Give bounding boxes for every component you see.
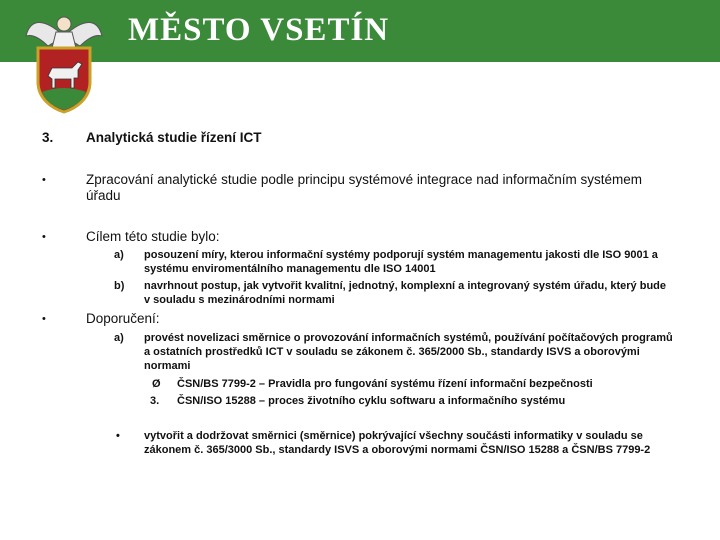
bullet-text: Cílem této studie bylo: <box>86 229 220 244</box>
recommendation-label: • <box>116 430 120 442</box>
norm-text: ČSN/BS 7799-2 – Pravidla pro fungování systému řízení informační bezpečnosti <box>177 378 593 390</box>
section-heading: Analytická studie řízení ICT <box>86 130 262 145</box>
norm-marker: Ø <box>152 378 161 390</box>
norm-marker: 3. <box>150 395 160 407</box>
recommendation-text: provést novelizaci směrnice o provozování informačních systémů, používání počítačových programů a ostatních prostředků ICT v souladu se zákonem č. 365/2000 Sb., standardy ISVS a oborovými normami <box>144 332 673 372</box>
bullet-text: Zpracování analytické studie podle principu systémové integrace nad informačním systémem úřadu <box>86 172 643 203</box>
bullet-marker: • <box>42 313 46 325</box>
bullet-marker: • <box>42 231 46 243</box>
bullet-text: Doporučení: <box>86 311 160 326</box>
vsetin-coat-of-arms-icon <box>22 6 106 116</box>
goal-label: a) <box>114 249 124 261</box>
goal-text: posouzení míry, kterou informační systémy podporují systém managementu jakosti dle ISO 9001 a systému enviromentálního managementu dle ISO 14001 <box>144 249 658 275</box>
norm-text: ČSN/ISO 15288 – proces životního cyklu softwaru a informačního systému <box>177 395 566 407</box>
goal-text: navrhnout postup, jak vytvořit kvalitní, jednotný, komplexní a integrovaný systém úřadu, který bude v souladu s mezinárodními normami <box>144 280 667 306</box>
header-band <box>0 0 720 62</box>
section-number: 3. <box>42 130 54 145</box>
bullet-marker: • <box>42 174 46 186</box>
recommendation-text: vytvořit a dodržovat směrnici (směrnice) pokrývající všechny součásti informatiky v souladu se zákonem č. 365/3000 Sb., standardy ISVS a oborovými normami ČSN/ISO 15288 a ČSN/BS 7799-2 <box>144 430 651 456</box>
goal-label: b) <box>114 280 125 292</box>
recommendation-label: a) <box>114 332 124 344</box>
page-title: MĚSTO VSETÍN <box>128 12 390 48</box>
